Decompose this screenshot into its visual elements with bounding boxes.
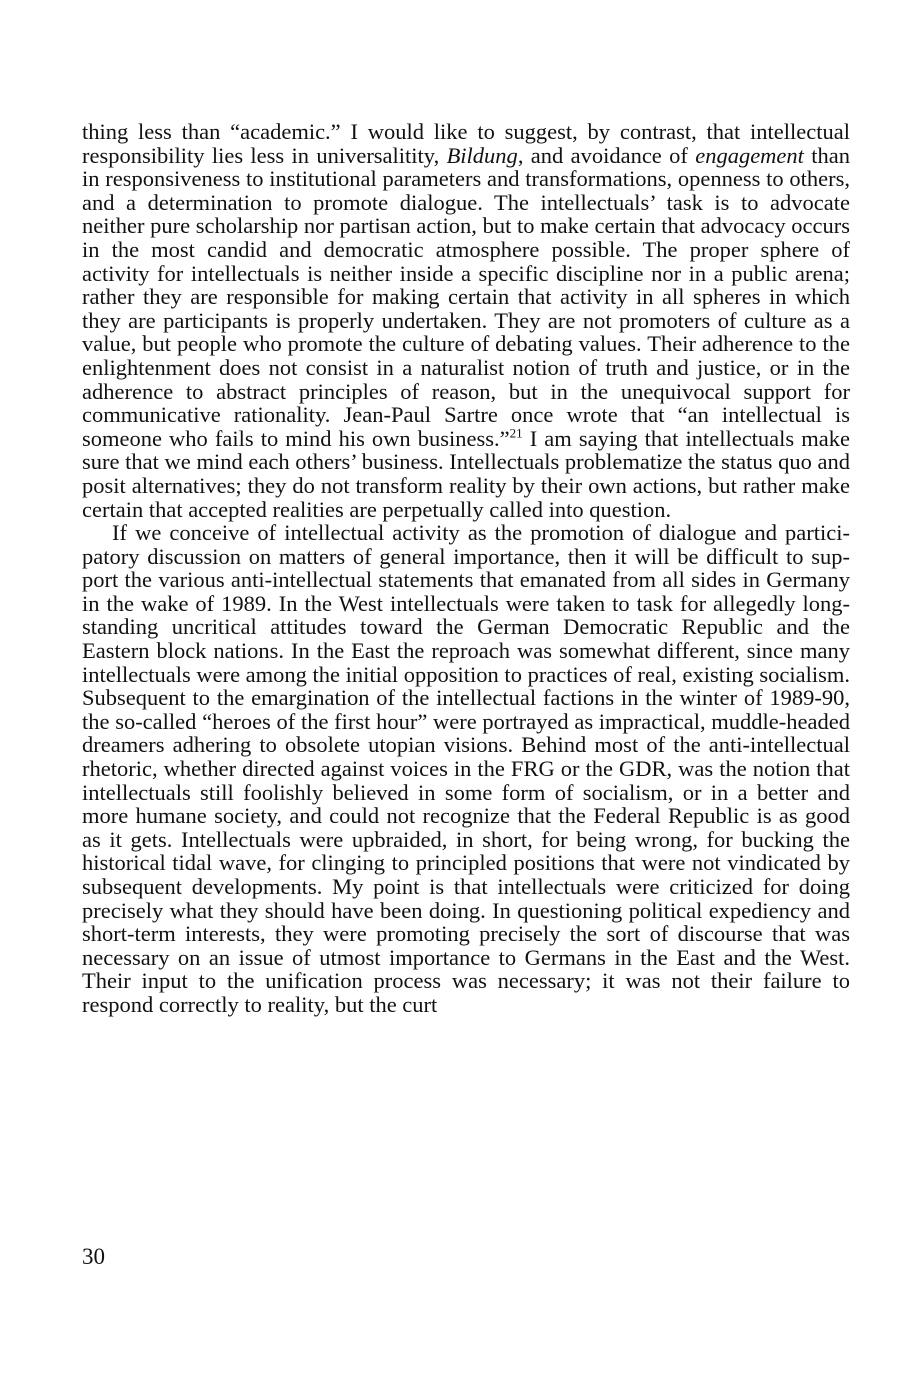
paragraph-1	[82, 120, 850, 521]
italic-bildung: Bildung	[446, 142, 518, 168]
paragraph-1-text-b: , and avoidance of	[517, 142, 696, 168]
page-body	[82, 120, 850, 1017]
footnote-reference: 21	[509, 425, 523, 441]
page-number: 30	[82, 1244, 105, 1269]
paragraph-1-text-c: than in responsiveness to institutional parameters and transformations, openness to others, and a determination to promote dialogue. The intellectuals’ task is to advocate neither pure scholarship nor partisan action, but to make certain that advocacy occurs in the most candid and democratic atmosphere possible. The proper sphere of activity for intellectuals is neither inside a specific discipline nor in a public arena; rather they are responsible for making certain that activity in all spheres in which they are participants is properly undertaken. They are not promoters of culture as a value, but people who promote the culture of debating values. Their adherence to the enlightenment does not consist in a naturalist notion of truth and justice, or in the adherence to abstract principles of reason, but in the unequivocal support for communicative rationality. Jean-Paul Sartre once wrote that “an intellectual is someone who fails to mind his own business.”	[82, 142, 850, 451]
paragraph-1-text-a: thing less than “academic.” I would like to suggest, by contrast, that intellectual responsibility lies less in universalitity,	[82, 119, 850, 168]
italic-engagement: engagement	[695, 142, 804, 168]
paragraph-2: If we conceive of intellectual activity as the promotion of dialogue and participatory discussion on matters of general importance, then it will be difficult to support the various anti-intellectual statements that emanated from all sides in Germany in the wake of 1989. In the West intellectuals were taken to task for allegedly long-standing uncritical attitudes toward the German Democratic Republic and the Eastern block nations. In the East the reproach was somewhat different, since many intellectuals were among the initial opposition to practices of real, existing socialism. Subsequent to the emargination of the intellectual factions in the winter of 1989-90, the so-called “heroes of the first hour” were portrayed as impractical, muddle-headed dreamers adhering to obsolete utopian visions. Behind most of the anti-intellectual rhetoric, whether directed against voices in the FRG or the GDR, was the notion that intellectuals still foolishly believed in some form of socialism, or in a better and more humane society, and could not recognize that the Federal Republic is as good as it gets. Intellectuals were upbraided, in short, for being wrong, for bucking the historical tidal wave, for clinging to principled positions that were not vindicated by subsequent developments. My point is that intellectuals were criticized for doing precisely what they should have been doing. In questioning political expediency and short-term interests, they were promoting precisely the sort of discourse that was necessary on an issue of utmost importance to Germans in the East and the West. Their input to the unification process was necessary; it was not their failure to respond correctly to reality, but the curt	[82, 520, 850, 1017]
paragraph-1-text-d: I am saying that intellectuals make sure that we mind each others’ business. Intellectuals problematize the status quo and posit alternatives; they do not transform reality by their own actions, but rather make certain that accepted realities are perpetually called into question.	[82, 425, 850, 522]
